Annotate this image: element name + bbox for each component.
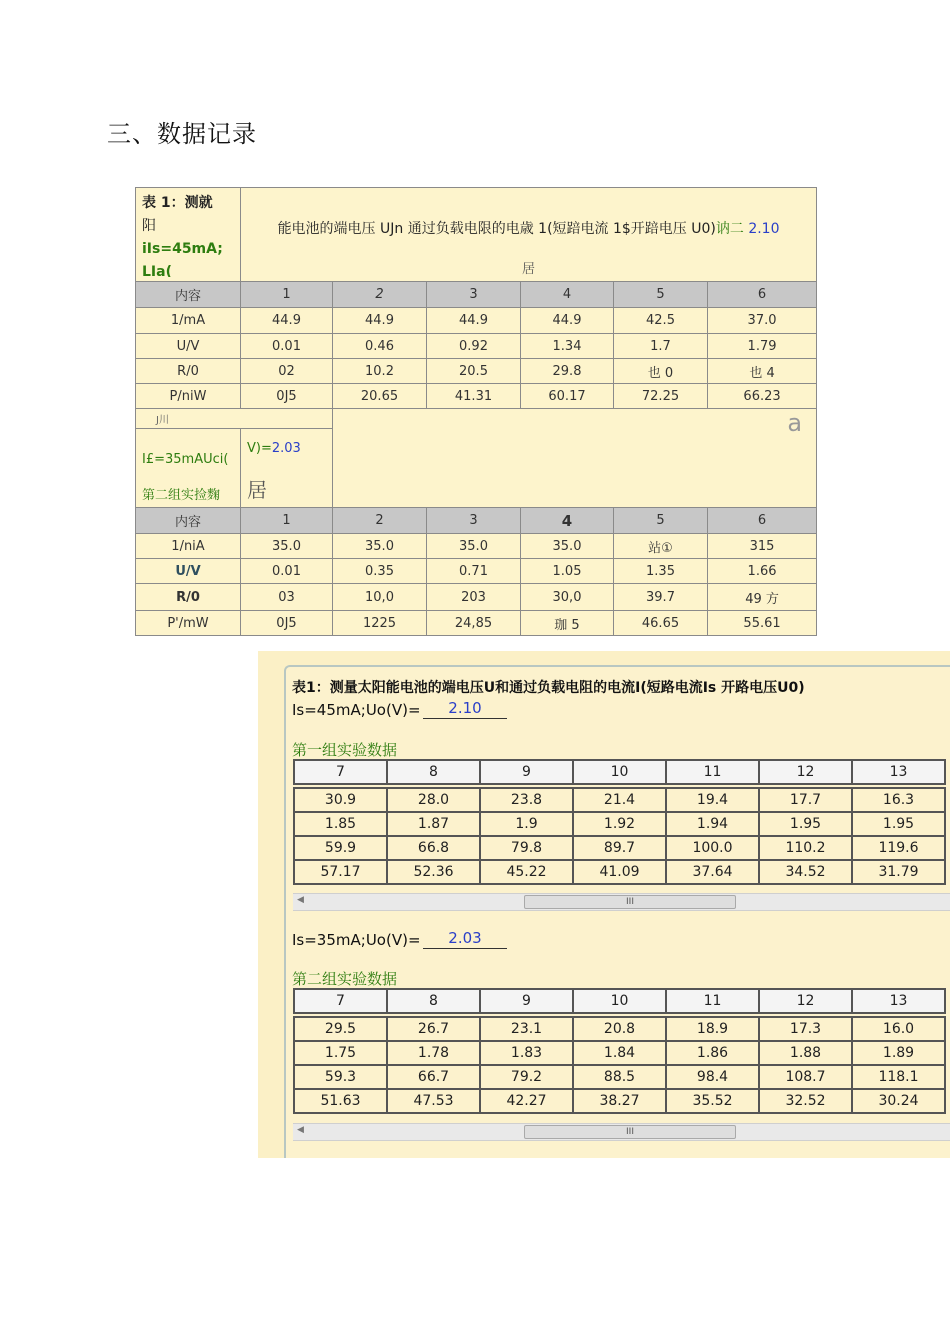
table-cell[interactable]: 17.3 (759, 1017, 852, 1041)
table-cell[interactable]: 100.0 (666, 836, 759, 860)
table-cell: 02 (241, 359, 333, 384)
header-cell: 11 (666, 760, 759, 784)
table-cell[interactable]: 41.09 (573, 860, 666, 884)
table-cell: 41.31 (427, 384, 521, 409)
table-cell: 0J5 (241, 384, 333, 409)
table-cell[interactable]: 52.36 (387, 860, 480, 884)
table-cell[interactable]: 1.88 (759, 1041, 852, 1065)
table-cell[interactable]: 20.8 (573, 1017, 666, 1041)
mid-caption-left: I£=35mAUci( 第二组实捡麴 (136, 429, 241, 508)
table-row (136, 559, 817, 584)
header-cell: 8 (387, 989, 480, 1013)
table-cell[interactable]: 1.78 (387, 1041, 480, 1065)
header-cell: 内容 (136, 282, 241, 308)
horizontal-scrollbar[interactable] (293, 893, 950, 911)
table-cell[interactable]: 47.53 (387, 1089, 480, 1113)
table-cell: 1.35 (614, 559, 708, 584)
table-cell: 60.17 (521, 384, 614, 409)
table-cell[interactable]: 51.63 (294, 1089, 387, 1113)
table-cell[interactable]: 16.0 (852, 1017, 945, 1041)
table-cell[interactable]: 45.22 (480, 860, 573, 884)
header-cell: 9 (480, 760, 573, 784)
table-cell: 0.01 (241, 559, 333, 584)
panel-table-2 (293, 988, 946, 1114)
section-title: 三、数据记录 (107, 120, 257, 148)
table-cell: 44.9 (427, 308, 521, 334)
panel-title: 表1：测量太阳能电池的端电压U和通过负载电阻的电流I(短路电流Is 开路电压U0) (292, 680, 805, 696)
mid-caption-letter: a (333, 409, 817, 508)
table-cell: 29.8 (521, 359, 614, 384)
table-cell[interactable]: 119.6 (852, 836, 945, 860)
table-cell[interactable]: 30.9 (294, 788, 387, 812)
table-cell: 1225 (333, 611, 427, 636)
header-cell: 5 (614, 508, 708, 534)
table-cell: 0.71 (427, 559, 521, 584)
table-cell: 站① (614, 534, 708, 559)
table-cell[interactable]: 88.5 (573, 1065, 666, 1089)
header-cell: 13 (852, 760, 945, 784)
header-cell: 8 (387, 760, 480, 784)
row-label: U/V (136, 334, 241, 359)
experiment-window (284, 665, 950, 1158)
table-row (294, 836, 945, 860)
table-cell: 1.7 (614, 334, 708, 359)
table-cell[interactable]: 35.52 (666, 1089, 759, 1113)
header-cell: 7 (294, 760, 387, 784)
table-header-row (136, 508, 817, 534)
table-cell[interactable]: 23.8 (480, 788, 573, 812)
table-cell: 20.5 (427, 359, 521, 384)
table-cell: 1.79 (708, 334, 817, 359)
table-cell: 44.9 (521, 308, 614, 334)
table-cell[interactable]: 118.1 (852, 1065, 945, 1089)
table-row (136, 308, 817, 334)
header-cell: 5 (614, 282, 708, 308)
header-cell: 11 (666, 989, 759, 1013)
table-cell[interactable]: 38.27 (573, 1089, 666, 1113)
table-cell[interactable]: 23.1 (480, 1017, 573, 1041)
table-cell[interactable]: 29.5 (294, 1017, 387, 1041)
table-cell[interactable]: 66.7 (387, 1065, 480, 1089)
table-row (294, 1089, 945, 1113)
table-cell: 1.66 (708, 559, 817, 584)
group1-label: 第一组实验数据 (292, 741, 398, 759)
row-label: U/V (136, 559, 241, 584)
header-cell: 2 (333, 508, 427, 534)
table-cell[interactable]: 1.89 (852, 1041, 945, 1065)
table-cell: 49 方 (708, 584, 817, 611)
header-cell: 4 (521, 282, 614, 308)
table-cell[interactable]: 59.9 (294, 836, 387, 860)
header-cell: 13 (852, 989, 945, 1013)
table-cell: 37.0 (708, 308, 817, 334)
table-cell: 66.23 (708, 384, 817, 409)
line2-label: Is=35mA;Uo(V)= (292, 931, 421, 949)
table-cell: 10.2 (333, 359, 427, 384)
table-cell: 46.65 (614, 611, 708, 636)
table-cell[interactable]: 1.84 (573, 1041, 666, 1065)
header-cell: 6 (708, 508, 817, 534)
table-cell: 44.9 (241, 308, 333, 334)
table-cell[interactable]: 59.3 (294, 1065, 387, 1089)
row-label: R/0 (136, 584, 241, 611)
table-cell: 0.35 (333, 559, 427, 584)
line2-value-field[interactable]: 2.03 (423, 929, 507, 949)
table-cell[interactable]: 1.85 (294, 812, 387, 836)
table-header-row (136, 282, 817, 308)
table-header-row (294, 989, 945, 1013)
table-cell: 24,85 (427, 611, 521, 636)
table-cell[interactable]: 1.83 (480, 1041, 573, 1065)
table-cell[interactable]: 1.75 (294, 1041, 387, 1065)
table-cell: 30,0 (521, 584, 614, 611)
table-row (294, 1041, 945, 1065)
row-label: R/0 (136, 359, 241, 384)
table-cell[interactable]: 19.4 (666, 788, 759, 812)
table-header-row (294, 760, 945, 784)
table-cell[interactable]: 34.52 (759, 860, 852, 884)
header-cell: 9 (480, 989, 573, 1013)
header-cell: 10 (573, 989, 666, 1013)
table-row (294, 860, 945, 884)
mid-caption-right: V)=2.03 居 (241, 429, 333, 508)
scroll-left-icon[interactable]: ◀ (297, 1125, 304, 1135)
table-cell: 39.7 (614, 584, 708, 611)
table-cell: 0.01 (241, 334, 333, 359)
table-cell[interactable]: 37.64 (666, 860, 759, 884)
header-cell: 12 (759, 989, 852, 1013)
header-cell: 7 (294, 989, 387, 1013)
table-cell: 0.46 (333, 334, 427, 359)
table-row (136, 334, 817, 359)
mid-caption-top: J川 (136, 409, 333, 429)
table-cell: 0J5 (241, 611, 333, 636)
table-cell: 20.65 (333, 384, 427, 409)
row-label: 1/niA (136, 534, 241, 559)
table-cell[interactable]: 16.3 (852, 788, 945, 812)
data-table-1 (135, 187, 817, 636)
table-cell[interactable]: 89.7 (573, 836, 666, 860)
table-cell[interactable]: 26.7 (387, 1017, 480, 1041)
table-cell[interactable]: 18.9 (666, 1017, 759, 1041)
table-row (136, 611, 817, 636)
table-cell: 35.0 (521, 534, 614, 559)
scroll-thumb[interactable]: III (524, 895, 736, 909)
table-cell: 1.34 (521, 334, 614, 359)
table-row (294, 812, 945, 836)
horizontal-scrollbar[interactable] (293, 1123, 950, 1141)
header-cell: 3 (427, 282, 521, 308)
table-row (136, 534, 817, 559)
table-cell[interactable]: 42.27 (480, 1089, 573, 1113)
header-cell: 12 (759, 760, 852, 784)
table-cell: 55.61 (708, 611, 817, 636)
row-label: P'/mW (136, 611, 241, 636)
table-row (136, 359, 817, 384)
table-cell[interactable]: 66.8 (387, 836, 480, 860)
table-cell[interactable]: 28.0 (387, 788, 480, 812)
line1-label: Is=45mA;Uo(V)= (292, 701, 421, 719)
table-row (136, 384, 817, 409)
table-cell[interactable]: 108.7 (759, 1065, 852, 1089)
header-cell: 1 (241, 508, 333, 534)
table-cell: 也 4 (708, 359, 817, 384)
table-caption-left: 表 1：测就 阳 iIs=45mA; LIa( (136, 188, 241, 282)
table-cell: 35.0 (241, 534, 333, 559)
header-cell: 2 (333, 282, 427, 308)
table-cell[interactable]: 1.87 (387, 812, 480, 836)
header-cell: 1 (241, 282, 333, 308)
table-cell[interactable]: 98.4 (666, 1065, 759, 1089)
table-cell[interactable]: 1.95 (852, 812, 945, 836)
table-cell: 44.9 (333, 308, 427, 334)
row-label: 1/mA (136, 308, 241, 334)
table-cell[interactable]: 21.4 (573, 788, 666, 812)
table-cell: 35.0 (333, 534, 427, 559)
table-cell: 0.92 (427, 334, 521, 359)
header-cell: 6 (708, 282, 817, 308)
table-cell[interactable]: 31.79 (852, 860, 945, 884)
panel-table-1 (293, 759, 946, 885)
table-cell[interactable]: 1.94 (666, 812, 759, 836)
header-cell: 内容 (136, 508, 241, 534)
table-cell: 203 (427, 584, 521, 611)
table-cell: 10,0 (333, 584, 427, 611)
table-row (294, 788, 945, 812)
table-cell[interactable]: 1.95 (759, 812, 852, 836)
table-cell: 珈 5 (521, 611, 614, 636)
table-cell[interactable]: 1.86 (666, 1041, 759, 1065)
table-row (136, 584, 817, 611)
header-cell: 4 (521, 508, 614, 534)
table-cell[interactable]: 17.7 (759, 788, 852, 812)
line1-value-field[interactable]: 2.10 (423, 699, 507, 719)
table-cell: 42.5 (614, 308, 708, 334)
table-cell: 1.05 (521, 559, 614, 584)
table-row (294, 1017, 945, 1041)
table-row (294, 1065, 945, 1089)
header-cell: 3 (427, 508, 521, 534)
table-cell[interactable]: 79.8 (480, 836, 573, 860)
header-cell: 10 (573, 760, 666, 784)
table-cell[interactable]: 1.92 (573, 812, 666, 836)
scroll-left-icon[interactable]: ◀ (297, 895, 304, 905)
table-cell: 72.25 (614, 384, 708, 409)
table-cell: 03 (241, 584, 333, 611)
scroll-thumb[interactable]: III (524, 1125, 736, 1139)
group2-label: 第二组实验数据 (292, 970, 398, 988)
table-cell[interactable]: 32.52 (759, 1089, 852, 1113)
table-cell[interactable]: 1.9 (480, 812, 573, 836)
table-cell: 也 0 (614, 359, 708, 384)
experiment-screenshot (258, 651, 950, 1158)
table-cell[interactable]: 30.24 (852, 1089, 945, 1113)
table-cell: 35.0 (427, 534, 521, 559)
row-label: P/niW (136, 384, 241, 409)
table-cell[interactable]: 57.17 (294, 860, 387, 884)
table-cell[interactable]: 79.2 (480, 1065, 573, 1089)
table-caption-right: 能电池的端电压 UJn 通过负载电限的电歳 1(短踣电流 1$开踣电压 U0)讷二 2.10 居 (241, 188, 817, 282)
table-cell: 315 (708, 534, 817, 559)
table-cell[interactable]: 110.2 (759, 836, 852, 860)
